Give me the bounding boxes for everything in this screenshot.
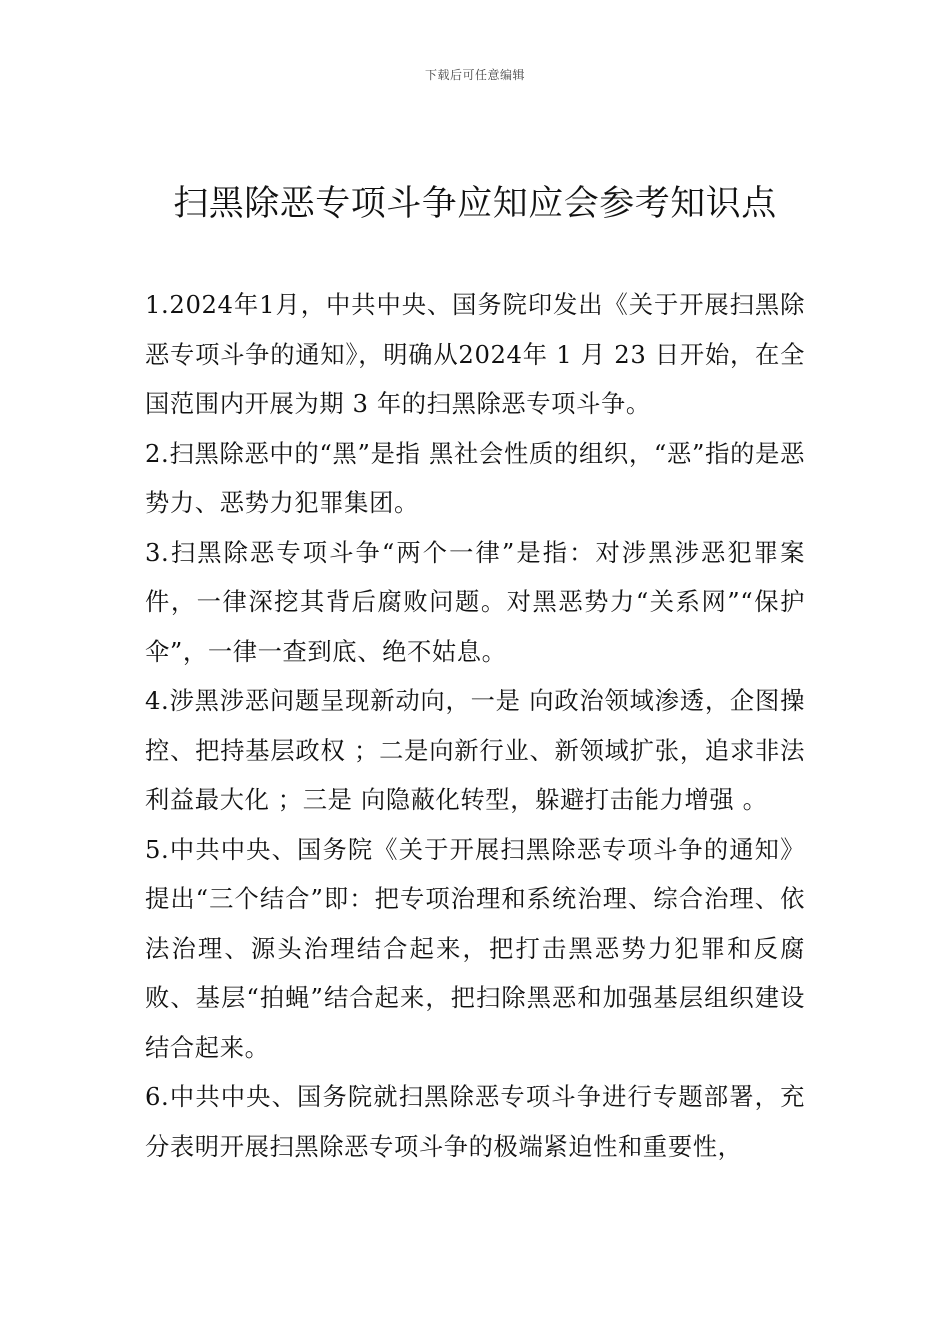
knowledge-point-3: 3.扫黑除恶专项斗争“两个一律”是指：对涉黑涉恶犯罪案件，一律深挖其背后腐败问题。对黑恶势力“关系网”“保护伞”，一律一查到底、绝不姑息。 bbox=[145, 537, 805, 666]
header-note: 下载后可任意编辑 bbox=[424, 68, 525, 82]
knowledge-point-4: 4.涉黑涉恶问题呈现新动向，一是 向政治领域渗透，企图操控、把持基层政权 ；二是向新行业、新领域扩张，追求非法利益最大化 ；三是 向隐蔽化转型，躲避打击能力增强 。 bbox=[145, 686, 805, 814]
knowledge-point-2: 2.扫黑除恶中的“黑”是指 黑社会性质的组织，“恶”指的是恶势力、恶势力犯罪集团。 bbox=[145, 438, 805, 517]
knowledge-point-1: 1.2024年1月，中共中央、国务院印发出《关于开展扫黑除恶专项斗争的通知》，明确从2024年 1 月 23 日开始，在全国范围内开展为期 3 年的扫黑除恶专项斗争。 bbox=[145, 290, 805, 418]
knowledge-point-list bbox=[145, 280, 805, 1171]
document-title: 扫黑除恶专项斗争应知应会参考知识点 bbox=[173, 184, 777, 224]
knowledge-point-6: 6.中共中央、国务院就扫黑除恶专项斗争进行专题部署，充分表明开展扫黑除恶专项斗争的极端紧迫性和重要性， bbox=[145, 1082, 805, 1161]
knowledge-point-5: 5.中共中央、国务院《关于开展扫黑除恶专项斗争的通知》提出“三个结合”即：把专项治理和系统治理、综合治理、依法治理、源头治理结合起来，把打击黑恶势力犯罪和反腐败、基层“拍蝇”结合起来，把扫除黑恶和加强基层组织建设结合起来。 bbox=[145, 834, 805, 1062]
